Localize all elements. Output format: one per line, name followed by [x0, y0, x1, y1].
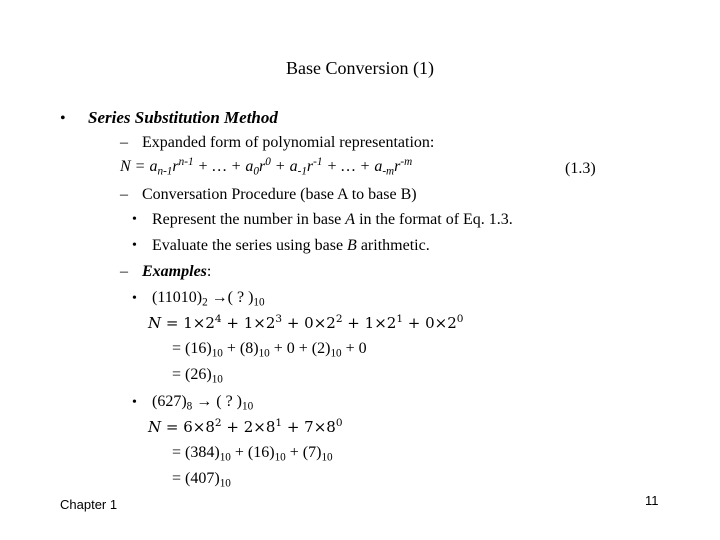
bullet-marker: •	[60, 110, 66, 127]
bullet-marker: •	[132, 291, 137, 306]
procedure-step-2: Evaluate the series using base B arithmetic.	[152, 237, 430, 254]
dash-marker: –	[120, 263, 128, 280]
equation-number: (1.3)	[565, 160, 596, 177]
footer-page-number: 11	[645, 493, 659, 508]
examples-label: Examples:	[142, 263, 212, 280]
procedure-label: Conversation Procedure (base A to base B)	[142, 186, 417, 203]
bullet-marker: •	[132, 212, 137, 227]
expanded-form-label: Expanded form of polynomial representation:	[142, 134, 435, 151]
series-substitution-heading: Series Substitution Method	[88, 108, 278, 127]
example-1-question: $(11010)_2$ →( ? )$_{10}$	[152, 289, 265, 309]
slide-title: Base Conversion (1)	[286, 58, 434, 78]
example-2-step-2: = $(384)_{10} + (16)_{10} + (7)_{10}$	[172, 444, 333, 464]
dash-marker: –	[120, 186, 128, 203]
example-1-result: = $(26)_{10}$	[172, 366, 223, 386]
bullet-marker: •	[132, 238, 137, 253]
dash-marker: –	[120, 134, 128, 151]
bullet-marker: •	[132, 395, 137, 410]
example-1-expansion: $N = 1\times 2^4 + 1\times 2^3 + 0\times 2^2 + 1\times 2^1 + 0\times 2^0$	[148, 313, 464, 332]
polynomial-formula: $N = a_{n-1}r^{n-1}$ + … + $a_0r^0 + a_{-1}r^{-1}$ + … + $a_{-m}r^{-m}$	[120, 155, 413, 178]
example-2-expansion: $N = 6\times 8^2 + 2\times 8^1 + 7\times 8^0$	[148, 417, 343, 436]
example-2-question: $(627)_8$ → ( ? )$_{10}$	[152, 393, 254, 413]
footer-chapter: Chapter 1	[60, 497, 118, 512]
example-1-step-2: = $(16)_{10} + (8)_{10} + 0 + (2)_{10} + 0$	[172, 340, 367, 360]
example-2-result: = $(407)_{10}$	[172, 470, 231, 490]
procedure-step-1: Represent the number in base A in the format of Eq. 1.3.	[152, 211, 513, 228]
